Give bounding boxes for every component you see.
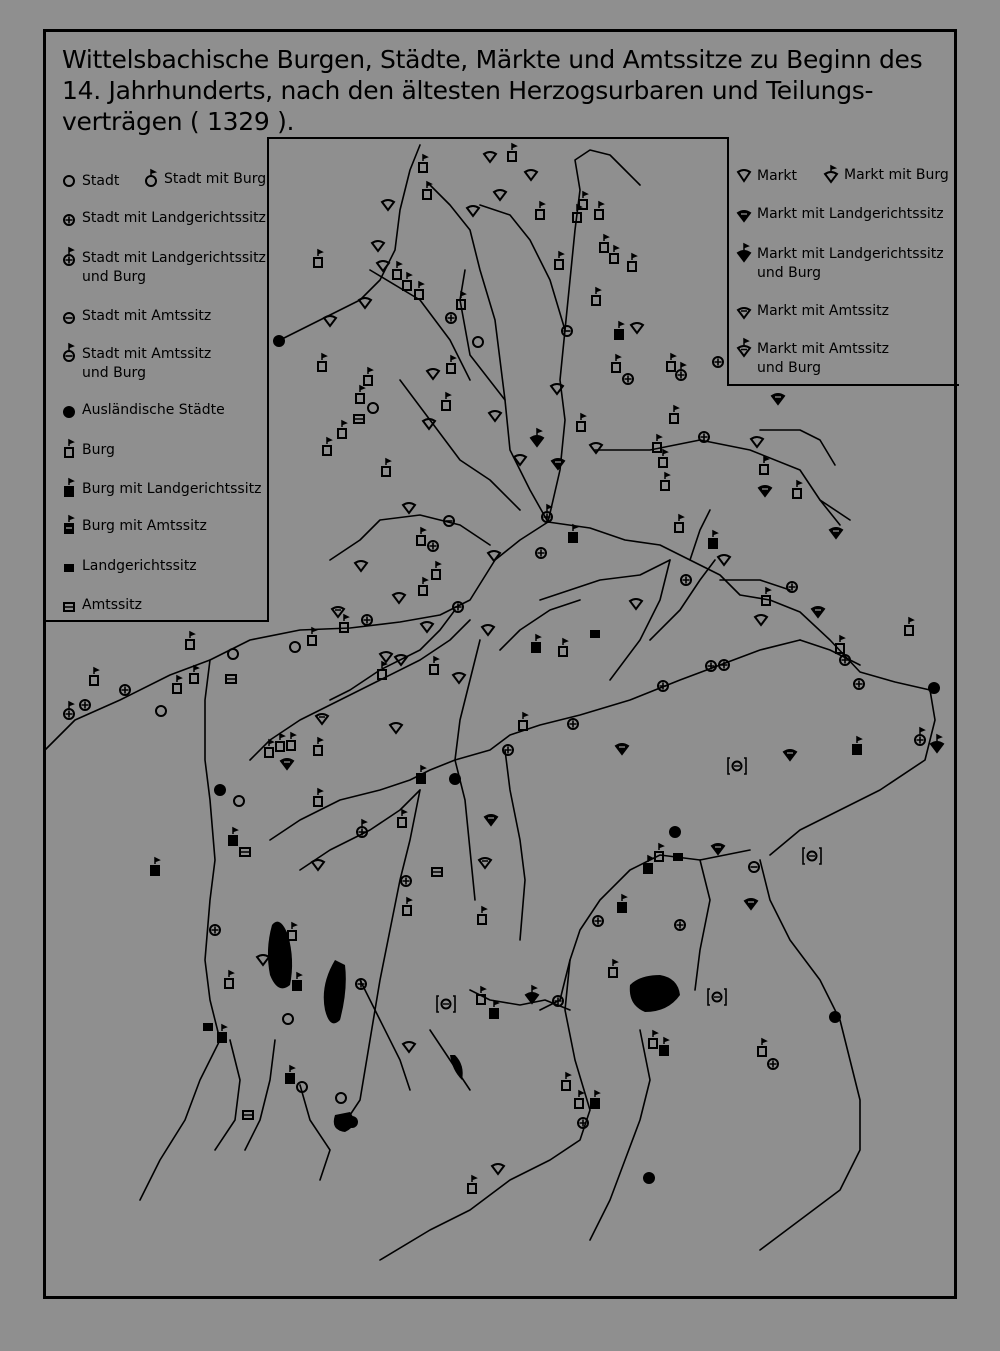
burg-icon — [670, 406, 678, 423]
river-line — [400, 380, 520, 510]
burg-icon — [478, 907, 486, 924]
burg-icon — [419, 578, 427, 595]
stadt-landgericht-icon — [699, 432, 709, 442]
burg-icon — [762, 588, 770, 605]
markt-landgericht-icon — [552, 459, 564, 469]
burg-icon — [314, 738, 322, 755]
river-line — [215, 1040, 240, 1150]
markt-icon — [377, 261, 389, 271]
uncertain-stadt-amtssitz-icon — [708, 989, 726, 1005]
markt-amtssitz-icon — [479, 858, 491, 868]
stadt-landgericht-icon — [120, 685, 130, 695]
burg-icon — [649, 1031, 657, 1048]
burg-landgericht-icon — [644, 856, 652, 873]
stadt-icon — [336, 1093, 346, 1103]
stadt-landgericht-icon — [706, 661, 716, 671]
stadt-landgericht-icon — [578, 1118, 588, 1128]
stadt-landgericht-icon — [277, 950, 287, 960]
stadt-landgericht-burg-icon — [542, 505, 552, 522]
stadt-landgericht-icon — [428, 541, 438, 551]
markt-icon — [590, 443, 602, 453]
river-line — [300, 1085, 330, 1180]
burg-icon — [314, 250, 322, 267]
river-line — [250, 620, 470, 760]
markt-landgericht-icon — [759, 486, 771, 496]
stadt-landgericht-icon — [568, 719, 578, 729]
burg-icon — [323, 438, 331, 455]
burg-landgericht-icon — [286, 1066, 294, 1083]
auslaendische-stadt-icon — [214, 784, 226, 796]
stadt-landgericht-icon — [719, 660, 729, 670]
legend-label: Markt mit Amtssitz und Burg — [757, 341, 889, 376]
stadt-icon — [473, 337, 483, 347]
legend-label: Landgerichtssitz — [82, 558, 197, 574]
markt-icon — [393, 593, 405, 603]
stadt-landgericht-burg-icon — [357, 820, 367, 837]
river-line — [205, 660, 220, 1040]
river-line — [595, 440, 840, 525]
burg-icon — [758, 1039, 766, 1056]
burg-icon — [378, 662, 386, 679]
burg-icon — [419, 155, 427, 172]
legend-label: Stadt mit Landgerichtssitz und Burg — [82, 250, 266, 285]
river-line — [45, 522, 930, 750]
burg-icon — [423, 182, 431, 199]
river-line — [455, 640, 480, 760]
stadt-landgericht-icon — [503, 745, 513, 755]
uncertain-stadt-amtssitz-icon — [437, 996, 455, 1012]
burg-landgericht-icon — [618, 895, 626, 912]
lake — [630, 975, 680, 1012]
markt-icon — [718, 555, 730, 565]
burg-icon — [276, 734, 284, 751]
markt-icon — [751, 437, 763, 447]
burg-icon — [398, 810, 406, 827]
markt-icon — [382, 200, 394, 210]
river-line — [330, 515, 490, 560]
burg-icon — [793, 481, 801, 498]
stadt-icon — [234, 796, 244, 806]
legend-label: Ausländische Städte — [82, 402, 225, 418]
markt-landgericht-icon — [812, 607, 824, 617]
landgerichtssitz-icon — [673, 853, 683, 861]
burg-icon — [508, 144, 516, 161]
markt-landgericht-icon — [281, 759, 293, 769]
markt-amtssitz-icon — [332, 607, 344, 617]
markt-icon — [488, 551, 500, 561]
burg-landgericht-icon — [591, 1091, 599, 1108]
stadt-icon — [156, 706, 166, 716]
burg-landgericht-icon — [569, 525, 577, 542]
burg-icon — [432, 562, 440, 579]
river-line — [770, 690, 935, 855]
burg-icon — [655, 844, 663, 861]
stadt-landgericht-icon — [401, 876, 411, 886]
river-line — [505, 750, 525, 940]
markt-icon — [427, 369, 439, 379]
burg-landgericht-icon — [660, 1038, 668, 1055]
burg-landgericht-icon — [615, 322, 623, 339]
river-line — [245, 1040, 275, 1150]
river-line — [760, 430, 835, 465]
markt-landgericht-icon — [830, 528, 842, 538]
markt-landgericht-burg-icon — [526, 986, 538, 1003]
markt-icon — [514, 455, 526, 465]
uncertain-stadt-amtssitz-icon — [803, 848, 821, 864]
burg-icon — [382, 459, 390, 476]
burg-icon — [265, 740, 273, 757]
river-line — [820, 500, 850, 520]
markt-icon — [403, 1042, 415, 1052]
burg-landgericht-icon — [709, 531, 717, 548]
burg-icon — [592, 288, 600, 305]
burg-icon — [190, 666, 198, 683]
stadt-amtssitz-icon — [749, 862, 759, 872]
auslaendische-stadt-icon — [643, 1172, 655, 1184]
stadt-landgericht-icon — [840, 655, 850, 665]
markt-amtssitz-icon — [316, 714, 328, 724]
lake — [324, 960, 346, 1023]
stadt-icon — [283, 1014, 293, 1024]
burg-landgericht-icon — [532, 635, 540, 652]
burg-icon — [477, 987, 485, 1004]
burg-icon — [338, 421, 346, 438]
stadt-icon — [290, 642, 300, 652]
burg-landgericht-icon — [218, 1025, 226, 1042]
map-title: Wittelsbachische Burgen, Städte, Märkte und Amtssitze zu Beginn des 14. Jahrhunderts, nach den ältesten Herzogsurbaren und Teilungs- verträgen ( 1329 ). — [62, 45, 923, 136]
legend-label: Burg mit Landgerichtssitz — [82, 481, 262, 497]
burg-icon — [610, 246, 618, 263]
stadt-amtssitz-icon — [562, 326, 572, 336]
markt-icon — [380, 652, 392, 662]
burg-icon — [661, 473, 669, 490]
legend-label: Amtssitz — [82, 597, 143, 613]
markt-landgericht-icon — [772, 394, 784, 404]
burg-icon — [356, 386, 364, 403]
legend-label: Stadt mit Amtssitz und Burg — [82, 346, 212, 381]
stadt-icon — [228, 649, 238, 659]
burg-icon — [600, 235, 608, 252]
amtssitz-icon — [354, 415, 364, 423]
auslaendische-stadt-icon — [449, 773, 461, 785]
markt-icon — [403, 503, 415, 513]
markt-icon — [494, 190, 506, 200]
markt-icon — [484, 152, 496, 162]
markt-landgericht-icon — [784, 750, 796, 760]
stadt-landgericht-icon — [356, 979, 366, 989]
legend-label: Stadt mit Landgerichtssitz — [82, 210, 266, 226]
markt-icon — [489, 411, 501, 421]
burg-icon — [287, 733, 295, 750]
burg-icon — [612, 355, 620, 372]
landgerichtssitz-icon — [590, 630, 600, 638]
river-line — [460, 270, 505, 400]
stadt-icon — [368, 403, 378, 413]
legend-label: Markt mit Landgerichtssitz und Burg — [757, 246, 944, 281]
lake — [450, 1055, 463, 1080]
markt-landgericht-icon — [616, 744, 628, 754]
stadt-landgericht-icon — [768, 1059, 778, 1069]
markt-icon — [423, 419, 435, 429]
river-line — [360, 980, 410, 1090]
stadt-landgericht-icon — [787, 582, 797, 592]
legend-label: Burg — [82, 442, 115, 458]
auslaendische-stadt-icon — [829, 1011, 841, 1023]
burg-landgericht-icon — [229, 828, 237, 845]
burg-icon — [417, 528, 425, 545]
burg-icon — [186, 632, 194, 649]
markt-icon — [630, 599, 642, 609]
burg-landgericht-icon — [853, 737, 861, 754]
burg-icon — [536, 202, 544, 219]
legend-label: Markt mit Burg — [844, 167, 949, 183]
stadt-landgericht-icon — [681, 575, 691, 585]
burg-icon — [90, 668, 98, 685]
legend-label: Stadt — [82, 173, 120, 189]
stadt-amtssitz-icon — [444, 516, 454, 526]
burg-icon — [308, 628, 316, 645]
burg-icon — [415, 282, 423, 299]
markt-landgericht-icon — [712, 844, 724, 854]
markt-icon — [482, 625, 494, 635]
stadt-landgericht-icon — [80, 700, 90, 710]
stadt-landgericht-icon — [675, 920, 685, 930]
auslaendische-stadt-icon — [273, 335, 285, 347]
burg-icon — [468, 1176, 476, 1193]
markt-icon — [372, 241, 384, 251]
markt-landgericht-icon — [485, 815, 497, 825]
stadt-landgericht-icon — [536, 548, 546, 558]
burg-icon — [173, 676, 181, 693]
burg-icon — [559, 639, 567, 656]
burg-landgericht-icon — [151, 858, 159, 875]
burg-landgericht-icon — [417, 766, 425, 783]
amtssitz-icon — [432, 868, 442, 876]
burg-icon — [519, 713, 527, 730]
burg-icon — [555, 252, 563, 269]
auslaendische-stadt-icon — [346, 1116, 358, 1128]
burg-icon — [595, 202, 603, 219]
river-line — [800, 640, 860, 665]
burg-icon — [340, 615, 348, 632]
river-line — [590, 1030, 650, 1240]
landgerichtssitz-icon — [203, 1023, 213, 1031]
legend-label: Stadt mit Burg — [164, 171, 267, 187]
stadt-landgericht-icon — [362, 615, 372, 625]
markt-icon — [355, 561, 367, 571]
amtssitz-icon — [226, 675, 236, 683]
burg-landgericht-icon — [490, 1001, 498, 1018]
markt-icon — [390, 723, 402, 733]
burg-icon — [403, 898, 411, 915]
river-line — [690, 510, 710, 560]
legend-label: Markt mit Amtssitz — [757, 303, 889, 319]
burg-icon — [628, 254, 636, 271]
amtssitz-icon — [240, 848, 250, 856]
burg-icon — [667, 354, 675, 371]
markt-icon — [631, 323, 643, 333]
uncertain-stadt-amtssitz-icon — [728, 758, 746, 774]
burg-icon — [288, 923, 296, 940]
stadt-landgericht-icon — [453, 602, 463, 612]
burg-icon — [575, 1091, 583, 1108]
river-line — [430, 1030, 470, 1090]
burg-icon — [318, 354, 326, 371]
markt-icon — [312, 860, 324, 870]
markt-landgericht-burg-icon — [531, 429, 543, 446]
burg-icon — [442, 393, 450, 410]
river-line — [270, 640, 800, 840]
burg-icon — [760, 457, 768, 474]
markt-icon — [324, 316, 336, 326]
burg-icon — [577, 414, 585, 431]
river-line — [760, 860, 860, 1250]
stadt-landgericht-icon — [713, 357, 723, 367]
river-line — [548, 150, 640, 522]
burg-icon — [609, 960, 617, 977]
markt-icon — [421, 622, 433, 632]
river-line — [300, 790, 420, 870]
river-line — [695, 860, 710, 990]
burg-icon — [403, 273, 411, 290]
stadt-landgericht-icon — [658, 681, 668, 691]
markt-icon — [755, 615, 767, 625]
amtssitz-icon — [243, 1111, 253, 1119]
legend-label: Stadt mit Amtssitz — [82, 308, 212, 324]
markt-icon — [257, 955, 269, 965]
auslaendische-stadt-icon — [928, 682, 940, 694]
stadt-landgericht-icon — [446, 313, 456, 323]
stadt-landgericht-burg-icon — [676, 363, 686, 380]
stadt-landgericht-icon — [553, 996, 563, 1006]
burg-icon — [905, 618, 913, 635]
auslaendische-stadt-icon — [669, 826, 681, 838]
stadt-landgericht-burg-icon — [64, 702, 74, 719]
stadt-landgericht-icon — [854, 679, 864, 689]
markt-icon — [359, 298, 371, 308]
stadt-landgericht-icon — [593, 916, 603, 926]
legend-label: Markt — [757, 168, 798, 184]
markt-icon — [453, 673, 465, 683]
burg-icon — [364, 368, 372, 385]
river-line — [540, 560, 670, 600]
river-line — [280, 145, 420, 340]
river-line — [340, 790, 420, 1130]
markt-icon — [492, 1164, 504, 1174]
stadt-landgericht-burg-icon — [915, 728, 925, 745]
river-line — [140, 1040, 220, 1200]
burg-icon — [447, 356, 455, 373]
stadt-landgericht-icon — [623, 374, 633, 384]
markt-icon — [467, 206, 479, 216]
markt-landgericht-burg-icon — [931, 735, 943, 752]
legend-label: Burg mit Amtssitz — [82, 518, 207, 534]
burg-landgericht-icon — [293, 973, 301, 990]
stadt-landgericht-icon — [210, 925, 220, 935]
markt-landgericht-icon — [745, 899, 757, 909]
burg-icon — [225, 971, 233, 988]
burg-icon — [562, 1073, 570, 1090]
burg-icon — [430, 657, 438, 674]
markt-icon — [525, 170, 537, 180]
river-line — [430, 185, 548, 522]
legend-label: Markt mit Landgerichtssitz — [757, 206, 944, 222]
burg-icon — [314, 789, 322, 806]
burg-icon — [675, 515, 683, 532]
burg-icon — [393, 262, 401, 279]
